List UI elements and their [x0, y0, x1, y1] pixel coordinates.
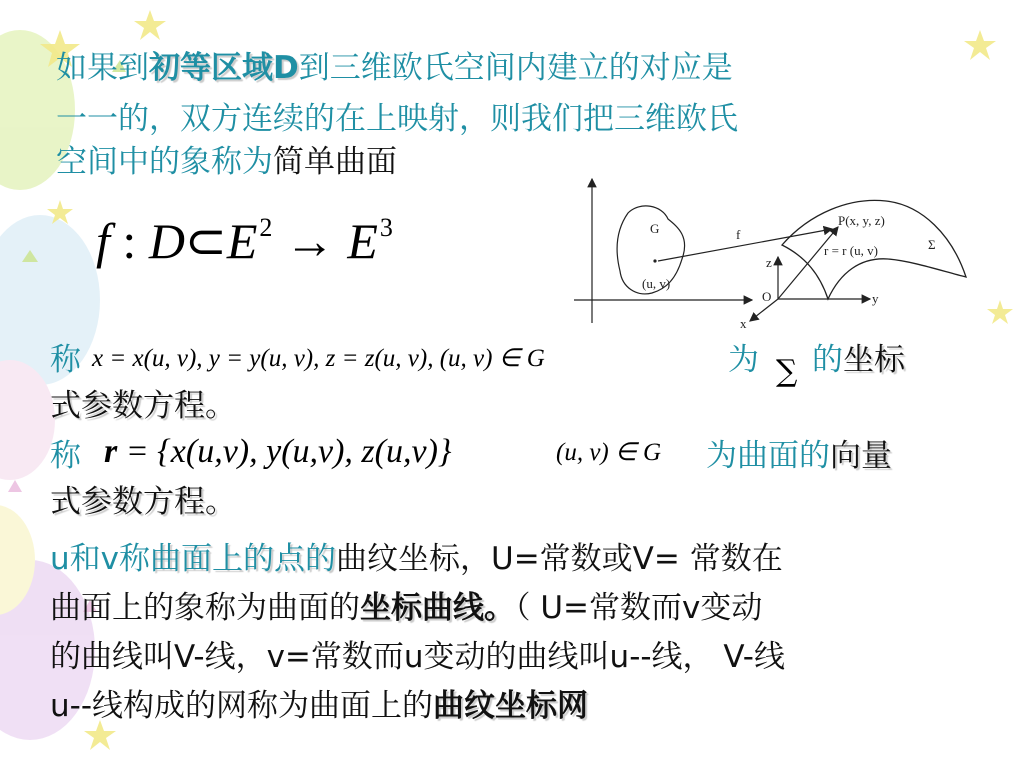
formula-exp-2: 2	[259, 213, 273, 242]
formula-f: f	[96, 213, 110, 269]
intro-text: 空间中的象称为	[56, 144, 273, 180]
term-vector: 向量	[830, 438, 892, 474]
formula-E3: E	[347, 213, 378, 269]
coord-line-2: 式参数方程。	[50, 388, 236, 424]
formula-colon: :	[109, 213, 149, 269]
sigma-symbol: ∑	[776, 354, 798, 389]
vector-suffix-text: 为曲面的	[706, 438, 830, 474]
formula-D: D	[148, 213, 185, 269]
label-G: G	[650, 221, 660, 236]
para-text: 曲面上的象称为曲面的	[50, 590, 360, 626]
term-coordinate: 坐标	[843, 342, 905, 378]
para-text: 曲纹坐标，U=常数或V= 常数在	[336, 541, 783, 577]
vector-suffix	[706, 436, 892, 476]
coord-suffix	[812, 340, 905, 380]
label-x: x	[740, 316, 747, 330]
term-elementary-domain: 初等区域D	[149, 50, 299, 86]
label-uv: (u, v)	[642, 276, 671, 291]
term-coordinate-curves: 坐标曲线。	[360, 590, 515, 626]
label-f: f	[736, 227, 741, 242]
coordinate-formula: x = x(u, v), y = y(u, v), z = z(u, v), (u, v) ∈ G	[92, 345, 545, 372]
coord-suffix-text: 的	[812, 342, 843, 378]
formula-E: E	[226, 213, 258, 269]
intro-line-2: 一一的，双方连续的在上映射，则我们把三维欧氏	[56, 101, 738, 137]
vector-r: r	[104, 433, 118, 470]
para-text: u和v称	[50, 541, 150, 577]
label-y: y	[872, 291, 879, 306]
para-line-3: 的曲线叫V-线，v=常数而u变动的曲线叫u--线， V-线	[50, 639, 785, 675]
vector-line-2: 式参数方程。	[50, 484, 236, 520]
vector-formula-body: = {x(u,v), y(u,v), z(u,v)}	[117, 433, 452, 470]
formula-exp-3: 3	[379, 213, 393, 242]
intro-text: 到三维欧氏空间内建立的对应是	[298, 50, 733, 86]
vector-prefix: 称	[50, 438, 81, 474]
para-line-2	[50, 588, 762, 628]
intro-line-3	[56, 142, 397, 182]
formula-subset: ⊂	[184, 213, 227, 269]
label-r-equation: r = r (u, v)	[824, 243, 878, 258]
term-point-on-surface: 曲面上的点的	[150, 541, 336, 577]
para-text: （ U=常数而v变动	[515, 590, 763, 626]
label-O: O	[762, 289, 772, 304]
para-text: u--线构成的网称为曲面上的	[50, 688, 434, 724]
para-line-4	[50, 686, 588, 726]
intro-line-1	[56, 48, 733, 88]
coord-mid: 为	[728, 342, 759, 378]
intro-text: 如果到	[56, 50, 149, 86]
mapping-diagram	[570, 175, 980, 330]
label-P: P(x, y, z)	[838, 213, 885, 228]
vector-domain: (u, v) ∈ G	[556, 439, 662, 466]
para-line-1	[50, 539, 783, 579]
label-Sigma: Σ	[928, 237, 936, 252]
point-uv-dot	[653, 259, 656, 262]
formula-arrow: →	[272, 213, 348, 269]
label-z: z	[766, 255, 772, 270]
term-coordinate-net: 曲纹坐标网	[433, 688, 589, 724]
term-simple-surface: 简单曲面	[273, 144, 397, 180]
coord-prefix: 称	[50, 342, 81, 378]
vector-formula	[104, 430, 452, 474]
mapping-formula	[96, 198, 393, 271]
